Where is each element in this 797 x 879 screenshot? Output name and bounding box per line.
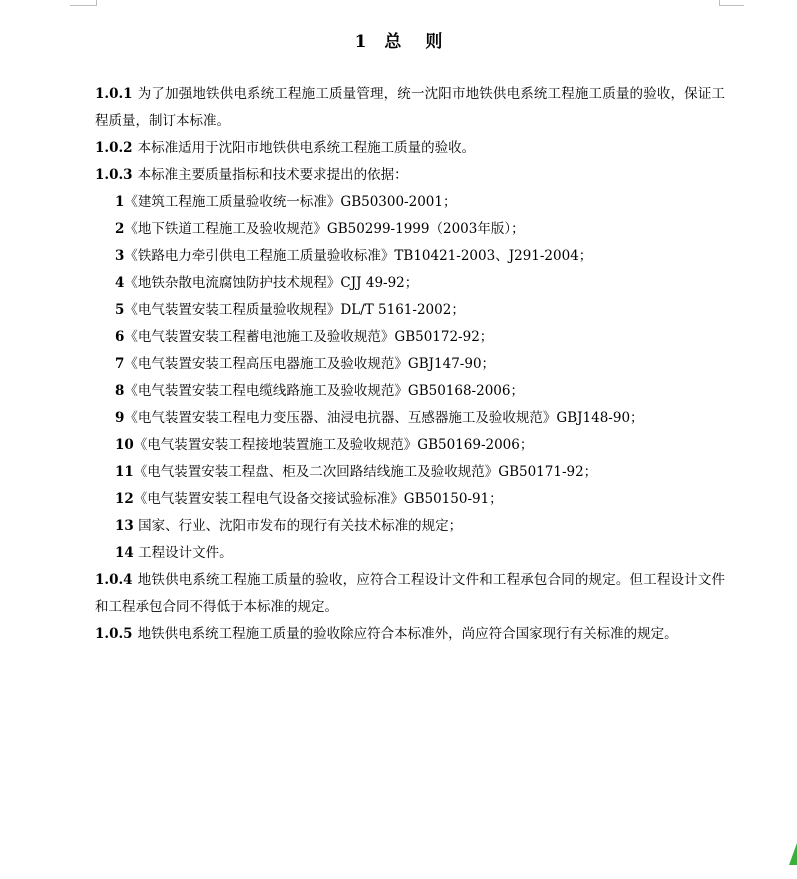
reference-text: 国家、行业、沈阳市发布的现行有关技术标准的规定； xyxy=(133,518,463,534)
reference-item xyxy=(95,486,725,513)
reference-item xyxy=(95,324,725,351)
reference-item xyxy=(95,513,725,540)
clause-number: 1.0.5 xyxy=(95,626,133,642)
reference-text: 《地铁杂散电流腐蚀防护技术规程》CJJ 49-92； xyxy=(124,275,419,291)
reference-number: 13 xyxy=(115,518,134,534)
reference-number: 11 xyxy=(115,464,134,480)
clause xyxy=(95,621,725,648)
clause xyxy=(95,81,725,135)
reference-text: 《电气装置安装工程接地装置施工及验收规范》GB50169-2006； xyxy=(133,437,534,453)
reference-text: 《地下铁道工程施工及验收规范》GB50299-1999（2003年版）； xyxy=(124,221,525,237)
reference-item xyxy=(95,270,725,297)
reference-item xyxy=(95,189,725,216)
reference-number: 7 xyxy=(115,356,125,372)
reference-item xyxy=(95,216,725,243)
reference-number: 10 xyxy=(115,437,134,453)
reference-item xyxy=(95,432,725,459)
reference-text: 《铁路电力牵引供电工程施工质量验收标准》TB10421-2003、J291-2004； xyxy=(124,248,593,264)
clause-text: 地铁供电系统工程施工质量的验收除应符合本标准外，尚应符合国家现行有关标准的规定。 xyxy=(137,626,678,642)
reference-text: 《电气装置安装工程高压电器施工及验收规范》GBJ147-90； xyxy=(124,356,496,372)
reference-text: 工程设计文件。 xyxy=(133,545,233,561)
chapter-number: 1 xyxy=(354,32,367,52)
chapter-title xyxy=(0,27,797,52)
reference-text: 《电气装置安装工程蓄电池施工及验收规范》GB50172-92； xyxy=(124,329,494,345)
reference-item xyxy=(95,297,725,324)
crop-mark xyxy=(70,5,97,6)
reference-number: 8 xyxy=(115,383,125,399)
reference-number: 5 xyxy=(115,302,125,318)
clause xyxy=(95,567,725,621)
reference-number: 4 xyxy=(115,275,125,291)
clause xyxy=(95,162,725,189)
reference-item xyxy=(95,405,725,432)
reference-number: 1 xyxy=(115,194,125,210)
reference-text: 《电气装置安装工程盘、柜及二次回路结线施工及验收规范》GB50171-92； xyxy=(133,464,598,480)
reference-number: 14 xyxy=(115,545,134,561)
chapter-title-word: 总 xyxy=(384,32,402,52)
clause-number: 1.0.1 xyxy=(95,86,133,102)
reference-number: 2 xyxy=(115,221,125,237)
clause-text: 地铁供电系统工程施工质量的验收，应符合工程设计文件和工程承包合同的规定。但工程设计文件和工程承包合同不得低于本标准的规定。 xyxy=(95,572,725,615)
reference-item xyxy=(95,540,725,567)
reference-text: 《电气装置安装工程质量验收规程》DL/T 5161-2002； xyxy=(124,302,465,318)
reference-item xyxy=(95,459,725,486)
reference-number: 12 xyxy=(115,491,134,507)
clause-text: 为了加强地铁供电系统工程施工质量管理，统一沈阳市地铁供电系统工程施工质量的验收，保证工程质量，制订本标准。 xyxy=(95,86,725,129)
reference-text: 《电气装置安装工程电气设备交接试验标准》GB50150-91； xyxy=(133,491,503,507)
reference-number: 3 xyxy=(115,248,125,264)
reference-item xyxy=(95,243,725,270)
chapter-title-word: 则 xyxy=(425,32,443,52)
clause-number: 1.0.3 xyxy=(95,167,133,183)
clause-text: 本标准主要质量指标和技术要求提出的依据： xyxy=(137,167,408,183)
corner-leaf-icon xyxy=(789,843,797,865)
clause xyxy=(95,135,725,162)
reference-number: 9 xyxy=(115,410,125,426)
document-body xyxy=(95,81,725,648)
clause-number: 1.0.2 xyxy=(95,140,133,156)
reference-text: 《电气装置安装工程电力变压器、油浸电抗器、互感器施工及验收规范》GBJ148-90； xyxy=(124,410,644,426)
reference-item xyxy=(95,378,725,405)
reference-text: 《电气装置安装工程电缆线路施工及验收规范》GB50168-2006； xyxy=(124,383,524,399)
reference-text: 《建筑工程施工质量验收统一标准》GB50300-2001； xyxy=(124,194,457,210)
clause-text: 本标准适用于沈阳市地铁供电系统工程施工质量的验收。 xyxy=(137,140,476,156)
crop-mark xyxy=(719,5,744,6)
reference-number: 6 xyxy=(115,329,125,345)
clause-number: 1.0.4 xyxy=(95,572,133,588)
reference-item xyxy=(95,351,725,378)
